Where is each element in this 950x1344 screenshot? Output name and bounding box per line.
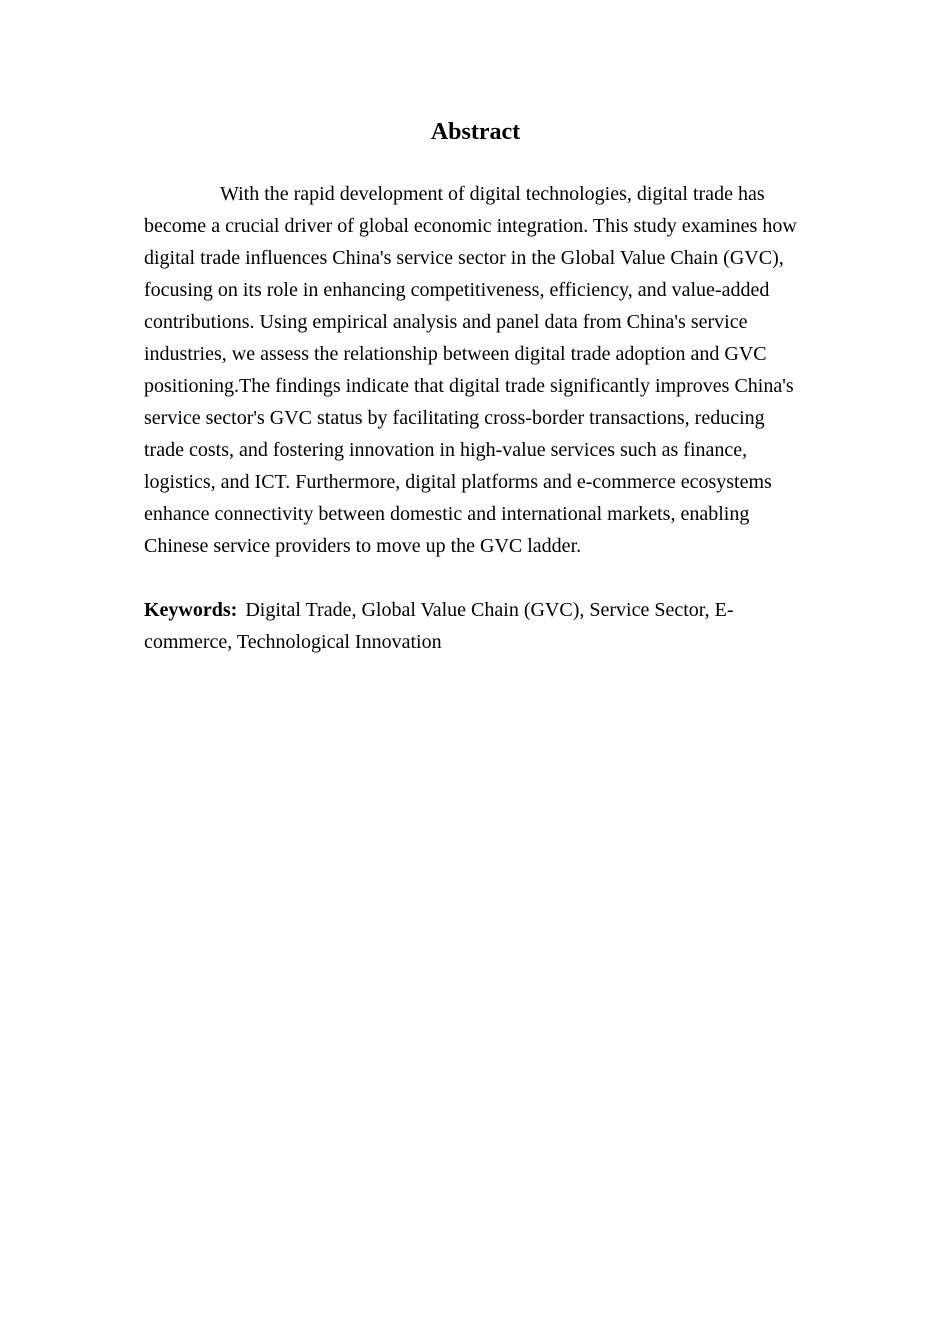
keywords-label: Keywords: [144,599,238,621]
keywords-line [144,594,807,658]
abstract-section [144,114,807,658]
abstract-title: Abstract [430,119,521,145]
abstract-body: With the rapid development of digital technologies, digital trade has become a crucial driver of global economic integration. This study examines how digital trade influences China's service sector in the Global Value Chain (GVC), focusing on its role in enhancing competitiveness, efficiency, and value-added contributions. Using empirical analysis and panel data from China's service industries, we assess the relationship between digital trade adoption and GVC positioning.The findings indicate that digital trade significantly improves China's service sector's GVC status by facilitating cross-border transactions, reducing trade costs, and fostering innovation in high-value services such as finance, logistics, and ICT. Furthermore, digital platforms and e-commerce ecosystems enhance connectivity between domestic and international markets, enabling Chinese service providers to move up the GVC ladder. [144,183,797,557]
keywords-text: Digital Trade, Global Value Chain (GVC), Service Sector, E-commerce, Technological Innovation [144,599,734,653]
